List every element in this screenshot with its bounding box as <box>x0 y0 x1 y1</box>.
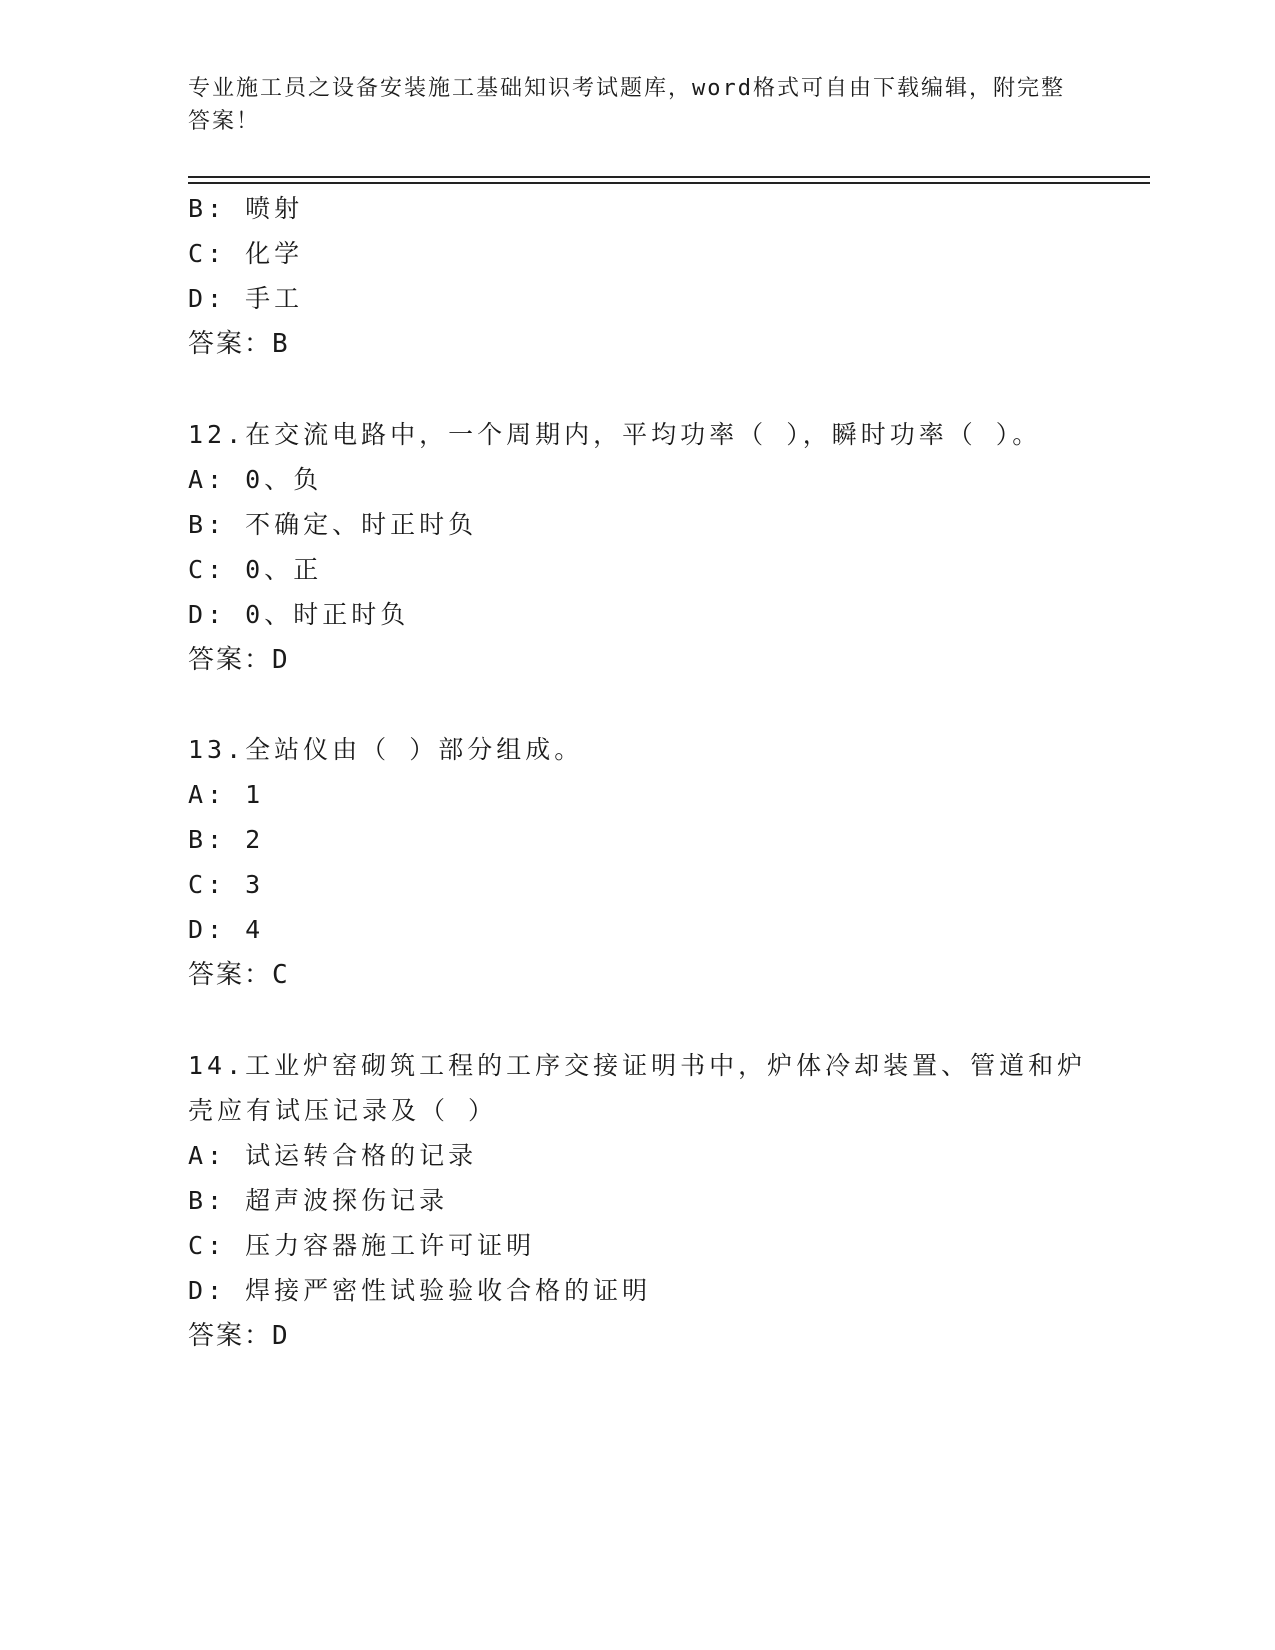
q14-answer <box>188 1319 290 1353</box>
q12-stem: 12.在交流电路中，一个周期内，平均功率（ ），瞬时功率（ ）。 <box>188 420 1042 449</box>
q14-option-c: C: 压力容器施工许可证明 <box>188 1231 536 1260</box>
header-divider-top <box>188 176 1150 178</box>
header-divider-bottom <box>188 182 1150 184</box>
q12-option-a: A: 0、负 <box>188 465 323 494</box>
q14-option-a: A: 试运转合格的记录 <box>188 1141 478 1170</box>
q13-option-b: B: 2 <box>188 825 265 854</box>
q11-option-b: B: 喷射 <box>188 194 304 223</box>
q14-answer-value: D <box>272 1321 290 1351</box>
q14-option-b: B: 超声波探伤记录 <box>188 1186 449 1215</box>
q11-answer-value: B <box>272 329 290 359</box>
q12-answer <box>188 643 290 677</box>
q13-option-a: A: 1 <box>188 780 265 809</box>
q12-option-c: C: 0、正 <box>188 555 323 584</box>
q14-stem-line-1: 14.工业炉窑砌筑工程的工序交接证明书中，炉体冷却装置、管道和炉 <box>188 1051 1087 1080</box>
q13-option-c: C: 3 <box>188 870 265 899</box>
q14-stem-line-2: 壳应有试压记录及（ ） <box>188 1096 498 1125</box>
q14-answer-label: 答案： <box>188 1321 273 1351</box>
q13-option-d: D: 4 <box>188 915 265 944</box>
q13-stem: 13.全站仪由（ ）部分组成。 <box>188 735 584 764</box>
q11-answer <box>188 327 290 361</box>
q12-option-b: B: 不确定、时正时负 <box>188 510 478 539</box>
q13-answer-label: 答案： <box>188 960 273 990</box>
q14-option-d: D: 焊接严密性试验验收合格的证明 <box>188 1276 652 1305</box>
q13-answer-value: C <box>272 960 290 990</box>
q11-option-c: C: 化学 <box>188 239 304 268</box>
q11-answer-label: 答案： <box>188 329 273 359</box>
q11-option-d: D: 手工 <box>188 284 304 313</box>
document-header: 专业施工员之设备安装施工基础知识考试题库，word格式可自由下载编辑，附完整答案！ <box>188 76 1065 134</box>
q12-option-d: D: 0、时正时负 <box>188 600 410 629</box>
q13-answer <box>188 958 290 992</box>
q12-answer-value: D <box>272 645 290 675</box>
q12-answer-label: 答案： <box>188 645 273 675</box>
